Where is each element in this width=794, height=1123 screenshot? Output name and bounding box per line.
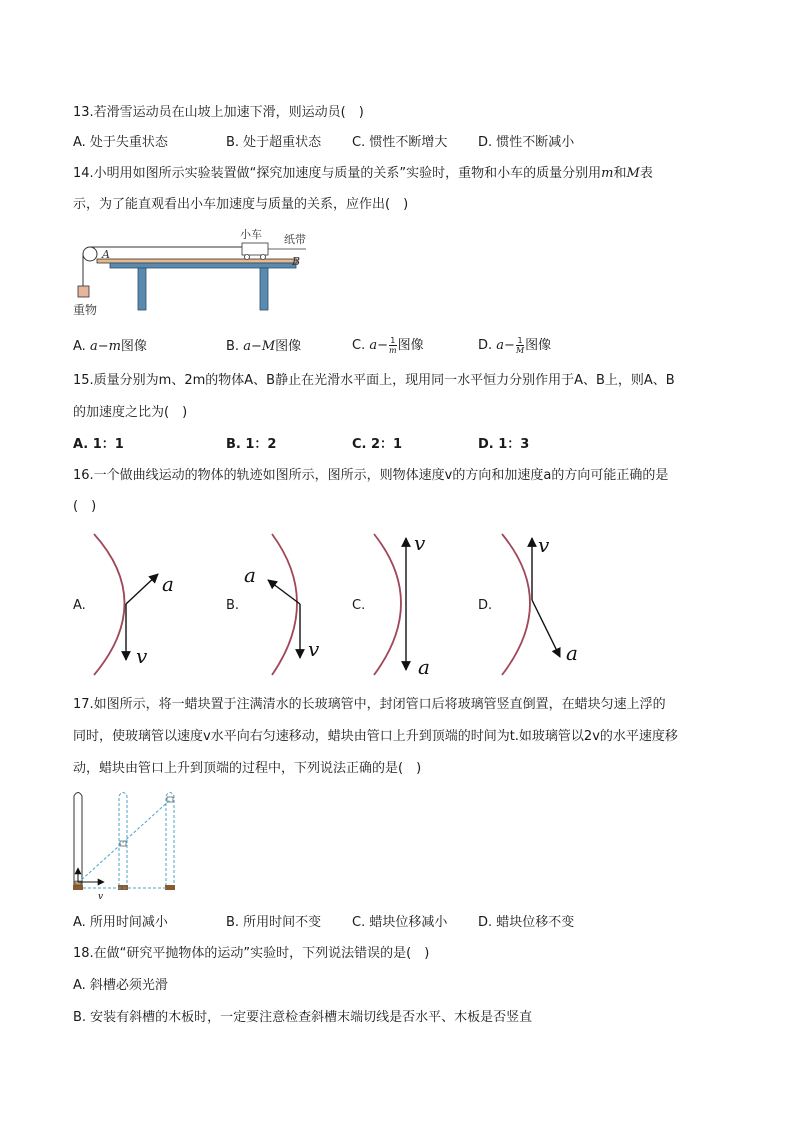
q16-stem-line1: 16.一个做曲线运动的物体的轨迹如图所示，图所示，则物体速度v的方向和加速度a的方向可能正确的是: [73, 468, 669, 483]
car-body: [242, 243, 268, 255]
v-label: v: [308, 637, 320, 661]
q17-stem-line3: 动，蜡块由管口上升到顶端的过程中，下列说法正确的是( ): [73, 761, 422, 776]
wax-trajectory: [78, 800, 170, 883]
table-leg-right: [260, 268, 268, 310]
q15-option-a[interactable]: A. 1：1: [73, 437, 124, 452]
v-label: v: [98, 892, 104, 902]
q15-stem-line1: 15.质量分别为m、2m的物体A、B静止在光滑水平面上，现用同一水平恒力分别作用于A、B上，则A、B: [73, 373, 675, 388]
q13-option-c[interactable]: C. 惯性不断增大: [352, 135, 448, 150]
trajectory-arc: [94, 534, 125, 675]
q14-option-d-suffix: 图像: [525, 338, 552, 353]
q17-stem-line1: 17.如图所示，将一蜡块置于注满清水的长玻璃管中，封闭管口后将玻璃管竖直倒置，在蜡块匀速上浮的: [73, 697, 666, 712]
acceleration-arrow: [126, 574, 158, 604]
q14-option-a[interactable]: [73, 338, 147, 356]
q14-and: 和: [613, 166, 627, 181]
a-label: a: [566, 641, 578, 665]
q14-var-m: m: [601, 166, 614, 181]
q14-option-d-expr: a−: [496, 338, 515, 353]
q15-option-d[interactable]: D. 1：3: [478, 437, 530, 452]
q13-stem: 13.若滑雪运动员在山坡上加速下滑，则运动员( ): [73, 105, 364, 120]
q13-option-d[interactable]: D. 惯性不断减小: [478, 135, 575, 150]
q14-stem-text: 14.小明用如图所示实验装置做“探究加速度与质量的关系”实验时，重物和小车的质量分别用: [73, 166, 602, 181]
q17-option-c[interactable]: C. 蜡块位移减小: [352, 915, 448, 930]
q17-figure: [70, 788, 190, 903]
tube-cap: [73, 885, 83, 890]
a-label: a: [162, 572, 174, 596]
q18-stem: 18.在做“研究平抛物体的运动”实验时，下列说法错误的是( ): [73, 946, 430, 961]
q14-stem-line2: 示，为了能直观看出小车加速度与质量的关系，应作出( ): [73, 197, 409, 212]
q14-option-d-letter: D.: [478, 338, 497, 353]
q16-option-a-label[interactable]: A.: [73, 598, 86, 613]
pulley-icon: [83, 247, 97, 261]
track-board: [97, 259, 297, 263]
q16-figure-c: [362, 530, 462, 680]
table-top: [110, 263, 296, 268]
a-label: a: [244, 563, 256, 587]
tape-label: 纸带: [284, 233, 306, 246]
q14-option-b-suffix: 图像: [275, 339, 302, 354]
q14-option-b-letter: B.: [226, 339, 244, 354]
q14-option-a-suffix: 图像: [120, 339, 147, 354]
q14-option-c[interactable]: [352, 336, 424, 355]
v-label: v: [538, 533, 550, 557]
weight-block: [78, 286, 89, 297]
q17-option-d[interactable]: D. 蜡块位移不变: [478, 915, 575, 930]
q14-stem-tail: 表: [639, 166, 653, 181]
q16-figure-a: [80, 530, 200, 680]
fraction-denominator: M: [515, 346, 525, 355]
tube-cap: [165, 885, 175, 890]
fraction-numerator: 1: [390, 336, 396, 345]
q16-option-d-label[interactable]: D.: [478, 598, 493, 613]
fraction-denominator: m: [389, 346, 397, 355]
q17-option-b[interactable]: B. 所用时间不变: [226, 915, 322, 930]
q13-option-b[interactable]: B. 处于超重状态: [226, 135, 322, 150]
q16-figure-b: [240, 530, 340, 680]
a-label: a: [418, 655, 430, 679]
trajectory-arc: [374, 534, 401, 675]
q16-option-c-label[interactable]: C.: [352, 598, 366, 613]
q15-option-b[interactable]: B. 1：2: [226, 437, 277, 452]
table-leg-left: [138, 268, 146, 310]
q14-option-a-expr: a−m: [89, 339, 121, 354]
fraction-numerator: 1: [517, 336, 523, 345]
q18-option-a[interactable]: A. 斜槽必须光滑: [73, 978, 168, 993]
q17-stem-line2: 同时，使玻璃管以速度v水平向右匀速移动，蜡块由管口上升到顶端的时间为t.如玻璃管以2v的水平速度移: [73, 729, 678, 744]
q16-stem-line2: ( ): [73, 499, 97, 514]
acceleration-arrow: [532, 600, 560, 657]
car-wheel-icon: [261, 255, 266, 260]
q14-option-c-expr: a−: [369, 338, 388, 353]
q15-option-c[interactable]: C. 2：1: [352, 437, 403, 452]
trajectory-arc: [272, 534, 297, 675]
q14-option-c-letter: C.: [352, 338, 370, 353]
q14-var-M: M: [626, 166, 640, 181]
q14-apparatus-figure: [70, 226, 310, 322]
q13-option-a[interactable]: A. 处于失重状态: [73, 135, 168, 150]
q17-option-a[interactable]: A. 所用时间减小: [73, 915, 168, 930]
glass-tube-dashed: [119, 793, 127, 887]
q14-option-d[interactable]: [478, 336, 551, 355]
point-a-label: A: [102, 248, 110, 261]
q14-option-c-suffix: 图像: [397, 338, 424, 353]
car-wheel-icon: [245, 255, 250, 260]
point-b-label: B: [292, 255, 301, 268]
q14-option-d-fraction: [516, 336, 524, 355]
q16-option-b-label[interactable]: B.: [226, 598, 240, 613]
q14-option-a-letter: A.: [73, 339, 90, 354]
car-label: 小车: [240, 228, 262, 241]
v-label: v: [136, 644, 148, 668]
q15-stem-line2: 的加速度之比为( ): [73, 405, 188, 420]
q16-figure-d: [494, 530, 604, 680]
glass-tube-dashed: [166, 793, 174, 887]
q18-option-b[interactable]: B. 安装有斜槽的木板时，一定要注意检查斜槽末端切线是否水平、木板是否竖直: [73, 1010, 533, 1025]
v-label: v: [414, 531, 426, 555]
trajectory-arc: [502, 534, 530, 675]
q14-option-b[interactable]: [226, 338, 301, 356]
weight-label: 重物: [73, 303, 98, 317]
q14-option-c-fraction: [389, 336, 397, 355]
q14-stem-line1: [73, 165, 653, 183]
q14-option-b-expr: a−M: [243, 339, 276, 354]
